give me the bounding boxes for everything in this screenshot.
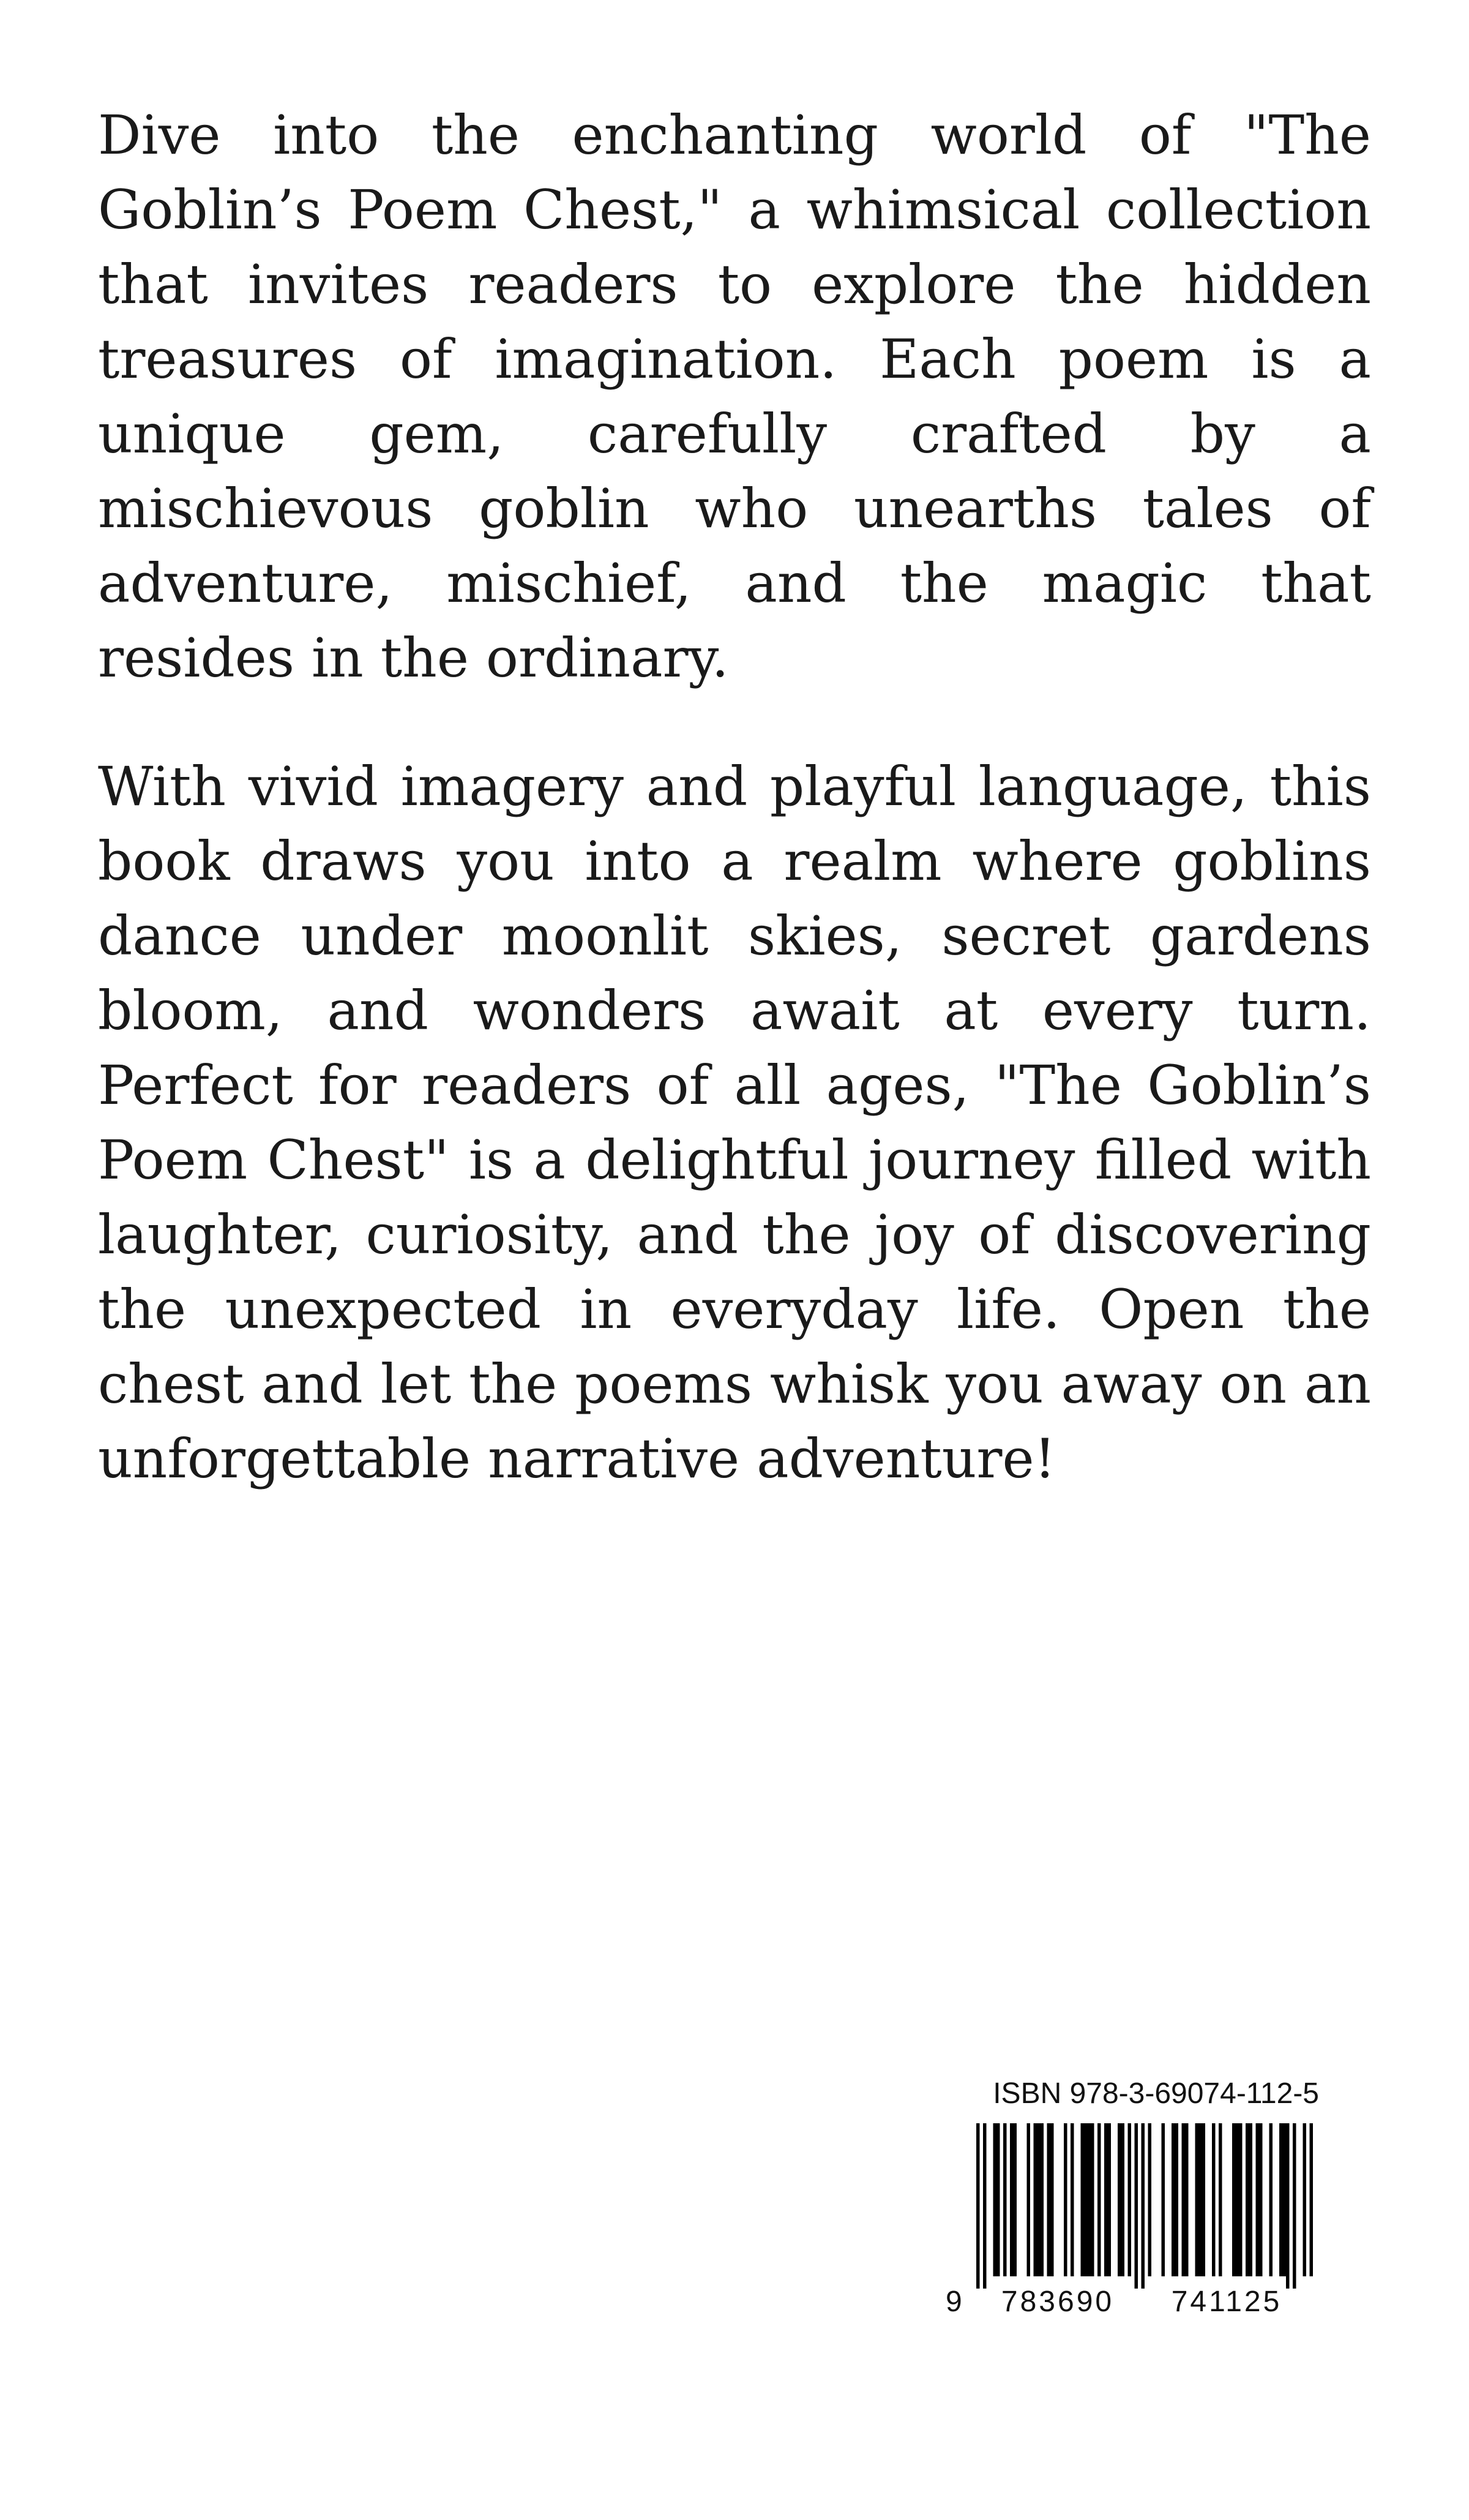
barcode-bar bbox=[1081, 2123, 1085, 2276]
barcode-bar bbox=[1269, 2123, 1273, 2276]
isbn-label: ISBN 978-3-69074-112-5 bbox=[993, 2077, 1319, 2110]
barcode-digit-first: 9 bbox=[946, 2286, 962, 2318]
barcode-bar bbox=[1071, 2123, 1074, 2276]
barcode-bar bbox=[1246, 2123, 1249, 2276]
barcode-bar bbox=[1104, 2123, 1108, 2276]
barcode-bar bbox=[1175, 2123, 1179, 2276]
barcode-bar bbox=[993, 2123, 997, 2276]
barcode-bar bbox=[1118, 2123, 1121, 2276]
barcode-bar bbox=[996, 2123, 1000, 2276]
barcode-bar bbox=[1219, 2123, 1222, 2276]
barcode-bar bbox=[1128, 2123, 1132, 2276]
barcode-bar bbox=[1091, 2123, 1094, 2276]
barcode-bar bbox=[1014, 2123, 1017, 2276]
barcode-digits bbox=[946, 2284, 1319, 2320]
barcode-bar bbox=[1034, 2123, 1037, 2276]
barcode-bar bbox=[1195, 2123, 1199, 2276]
barcode-bar bbox=[1027, 2123, 1031, 2276]
barcode-bar bbox=[1259, 2123, 1263, 2276]
blurb-paragraph-2: With vivid imagery and playful language, this book draws you into a realm where goblins dance under moonlit skies, secret gardens bloom, and wonders await at every turn. Perfect for readers of all ages, "The Goblin’s Poem Chest" is a delightful journey filled with laughter, curiosity, and the joy of discovering the unexpected in everyday life. Open the chest and let the poems whisk you away on an unforgettable narrative adventure! bbox=[98, 755, 1371, 1490]
barcode-bar bbox=[1239, 2123, 1243, 2276]
barcode-bar bbox=[1212, 2123, 1216, 2276]
barcode-bar bbox=[1108, 2123, 1112, 2276]
barcode-bar bbox=[1047, 2123, 1051, 2276]
barcode-bar bbox=[1121, 2123, 1125, 2276]
barcode-bar bbox=[1050, 2123, 1054, 2276]
barcode-bar bbox=[1293, 2123, 1296, 2289]
barcode-bar bbox=[1232, 2123, 1236, 2276]
barcode-bar bbox=[1310, 2123, 1314, 2276]
barcode-bar bbox=[1003, 2123, 1007, 2276]
barcode-bar bbox=[1286, 2123, 1290, 2289]
barcode-bar bbox=[1185, 2123, 1189, 2276]
isbn-barcode-block bbox=[946, 2076, 1319, 2333]
barcode-bar bbox=[983, 2123, 987, 2289]
barcode-bar bbox=[1097, 2123, 1101, 2276]
barcode-bar bbox=[1088, 2123, 1091, 2276]
barcode-image bbox=[946, 2123, 1319, 2289]
barcode-bar bbox=[1249, 2123, 1253, 2276]
barcode-bar bbox=[1041, 2123, 1044, 2276]
barcode-bar bbox=[1279, 2123, 1283, 2276]
barcode-bar bbox=[1084, 2123, 1088, 2276]
barcode-bar bbox=[1148, 2123, 1152, 2276]
barcode-bar bbox=[976, 2123, 980, 2289]
barcode-bar bbox=[1135, 2123, 1138, 2289]
barcode-bar bbox=[1198, 2123, 1202, 2276]
barcode-bar bbox=[1162, 2123, 1165, 2276]
barcode-bar bbox=[1283, 2123, 1287, 2276]
barcode-digits-right: 741125 bbox=[1171, 2286, 1282, 2318]
barcode-bar bbox=[1064, 2123, 1067, 2276]
barcode-bar bbox=[1010, 2123, 1014, 2276]
back-cover-blurb bbox=[98, 98, 1371, 1550]
barcode-bar bbox=[1182, 2123, 1186, 2276]
barcode-bar bbox=[1236, 2123, 1239, 2276]
barcode-bar bbox=[1142, 2123, 1145, 2289]
barcode-digits-left: 783690 bbox=[1001, 2286, 1115, 2318]
blurb-paragraph-1: Dive into the enchanting world of "The Goblin’s Poem Chest," a whimsical collection that invites readers to explore the hidden treasures of imagination. Each poem is a unique gem, carefully crafted by a mischievous goblin who unearths tales of adventure, mischief, and the magic that resides in the ordinary. bbox=[98, 103, 1371, 689]
barcode-bar bbox=[1303, 2123, 1307, 2276]
barcode-bar bbox=[1037, 2123, 1041, 2276]
barcode-bar bbox=[1172, 2123, 1175, 2276]
barcode-bar bbox=[1202, 2123, 1206, 2276]
barcode-bar bbox=[1256, 2123, 1260, 2276]
